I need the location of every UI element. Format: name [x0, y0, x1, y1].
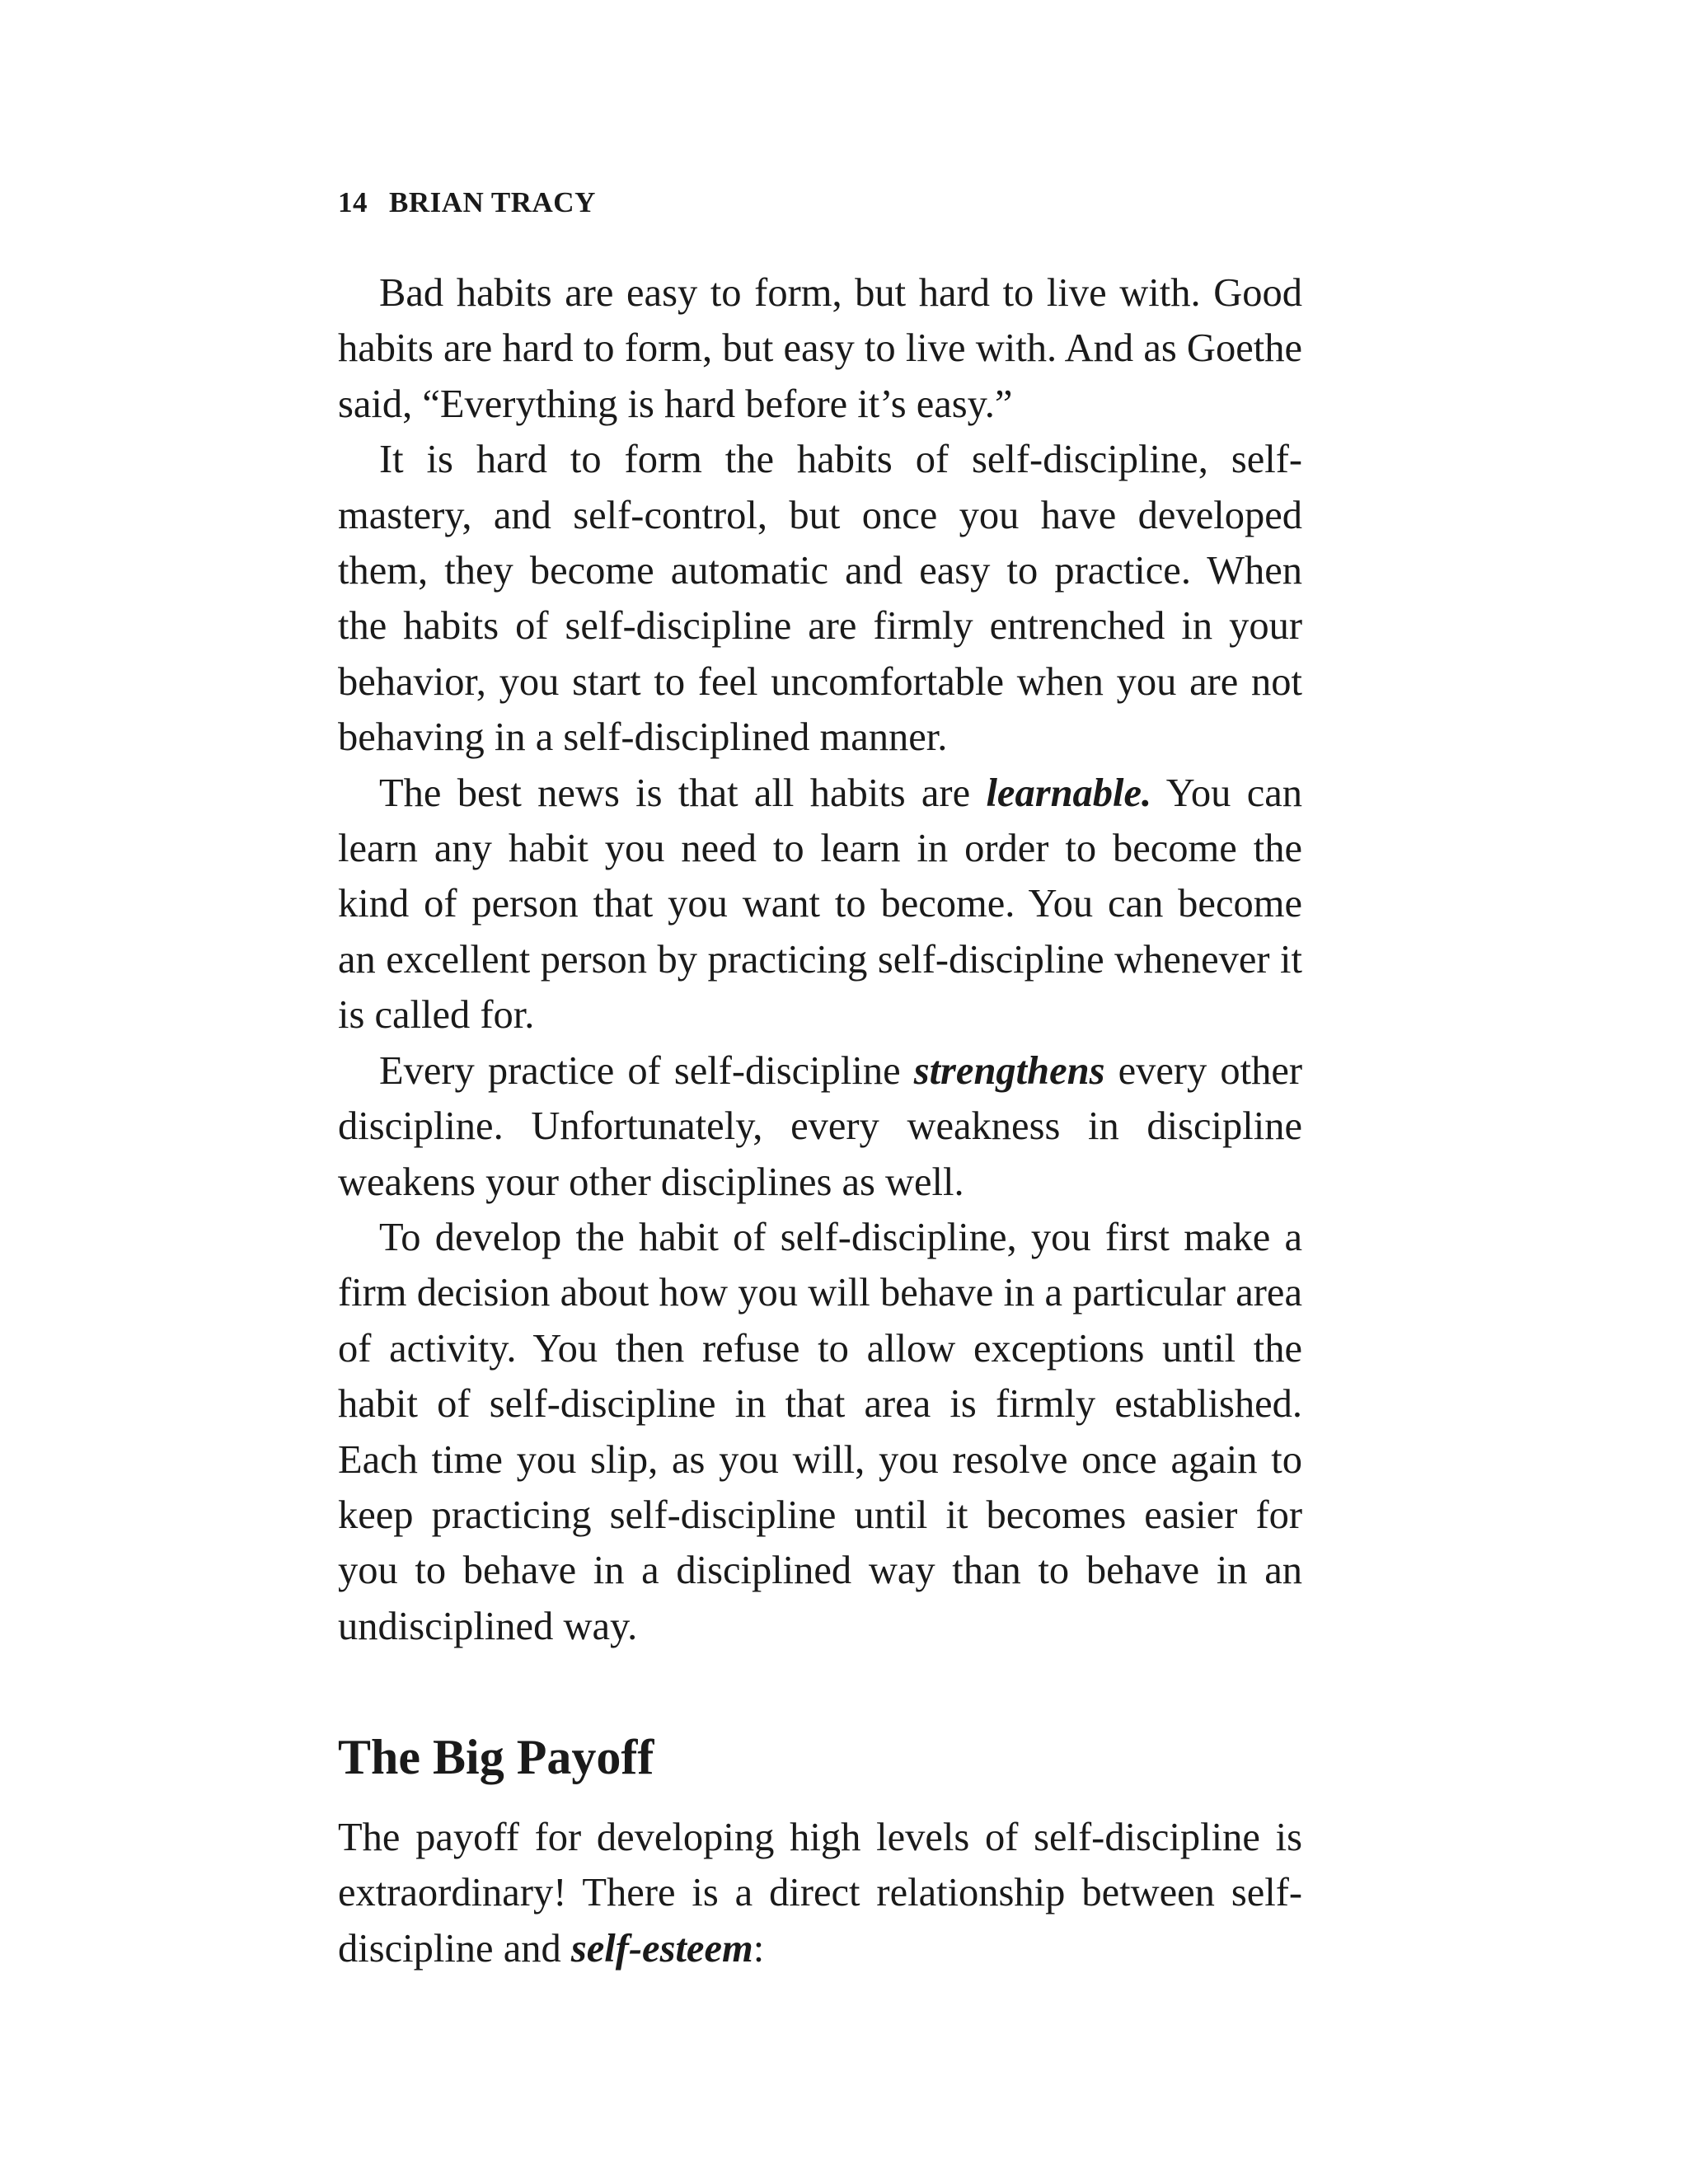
running-head	[338, 186, 596, 219]
emphasis-self-esteem: self-esteem	[570, 1926, 753, 1971]
paragraph-4-text-a: Every practice of self-discipline	[379, 1048, 914, 1093]
author-name: BRIAN TRACY	[389, 186, 596, 218]
emphasis-strengthens: strengthens	[913, 1048, 1105, 1093]
paragraph-3	[338, 766, 1302, 1043]
section-paragraph-1	[338, 1810, 1302, 1976]
paragraph-3-text-b: You can learn any habit you need to learn in order to become the kind of person that you want to become. You can become an excellent person by practicing self-discipline whenever it is called for.	[338, 771, 1302, 1038]
page-number: 14	[338, 186, 368, 218]
paragraph-5: To develop the habit of self-discipline, you first make a firm decision about how you will behave in a particular area of activity. You then refuse to allow exceptions until the habit of self-discipline in that area is firmly established. Each time you slip, as you will, you resolve once again to keep practicing self-discipline until it becomes easier for you to behave in a disciplined way than to behave in an undisciplined way.	[338, 1215, 1302, 1648]
body-text	[338, 265, 1302, 1654]
paragraph-2: It is hard to form the habits of self-discipline, self-mastery, and self-control, but once you have developed them, they become automatic and easy to practice. When the habits of self-discipline are firmly entrenched in your behavior, you start to feel uncomfortable when you are not behaving in a self-disciplined manner.	[338, 438, 1302, 760]
paragraph-4-text-b: every other discipline. Unfortunately, every weakness in discipline weakens your other disciplines as well.	[338, 1048, 1302, 1204]
section-paragraph-1-text-a: The payoff for developing high levels of self-discipline is extraordinary! There is a direct relationship between self-discipline and	[338, 1816, 1302, 1971]
section-body	[338, 1810, 1302, 1976]
paragraph-1: Bad habits are easy to form, but hard to live with. Good habits are hard to form, but easy to live with. And as Goethe said, “Everything is hard before it’s easy.”	[338, 271, 1302, 426]
paragraph-3-text-a: The best news is that all habits are	[379, 771, 987, 815]
emphasis-learnable: learnable.	[986, 771, 1152, 815]
section-heading: The Big Payoff	[338, 1730, 654, 1784]
paragraph-4	[338, 1043, 1302, 1210]
section-paragraph-1-text-b: :	[753, 1926, 765, 1971]
